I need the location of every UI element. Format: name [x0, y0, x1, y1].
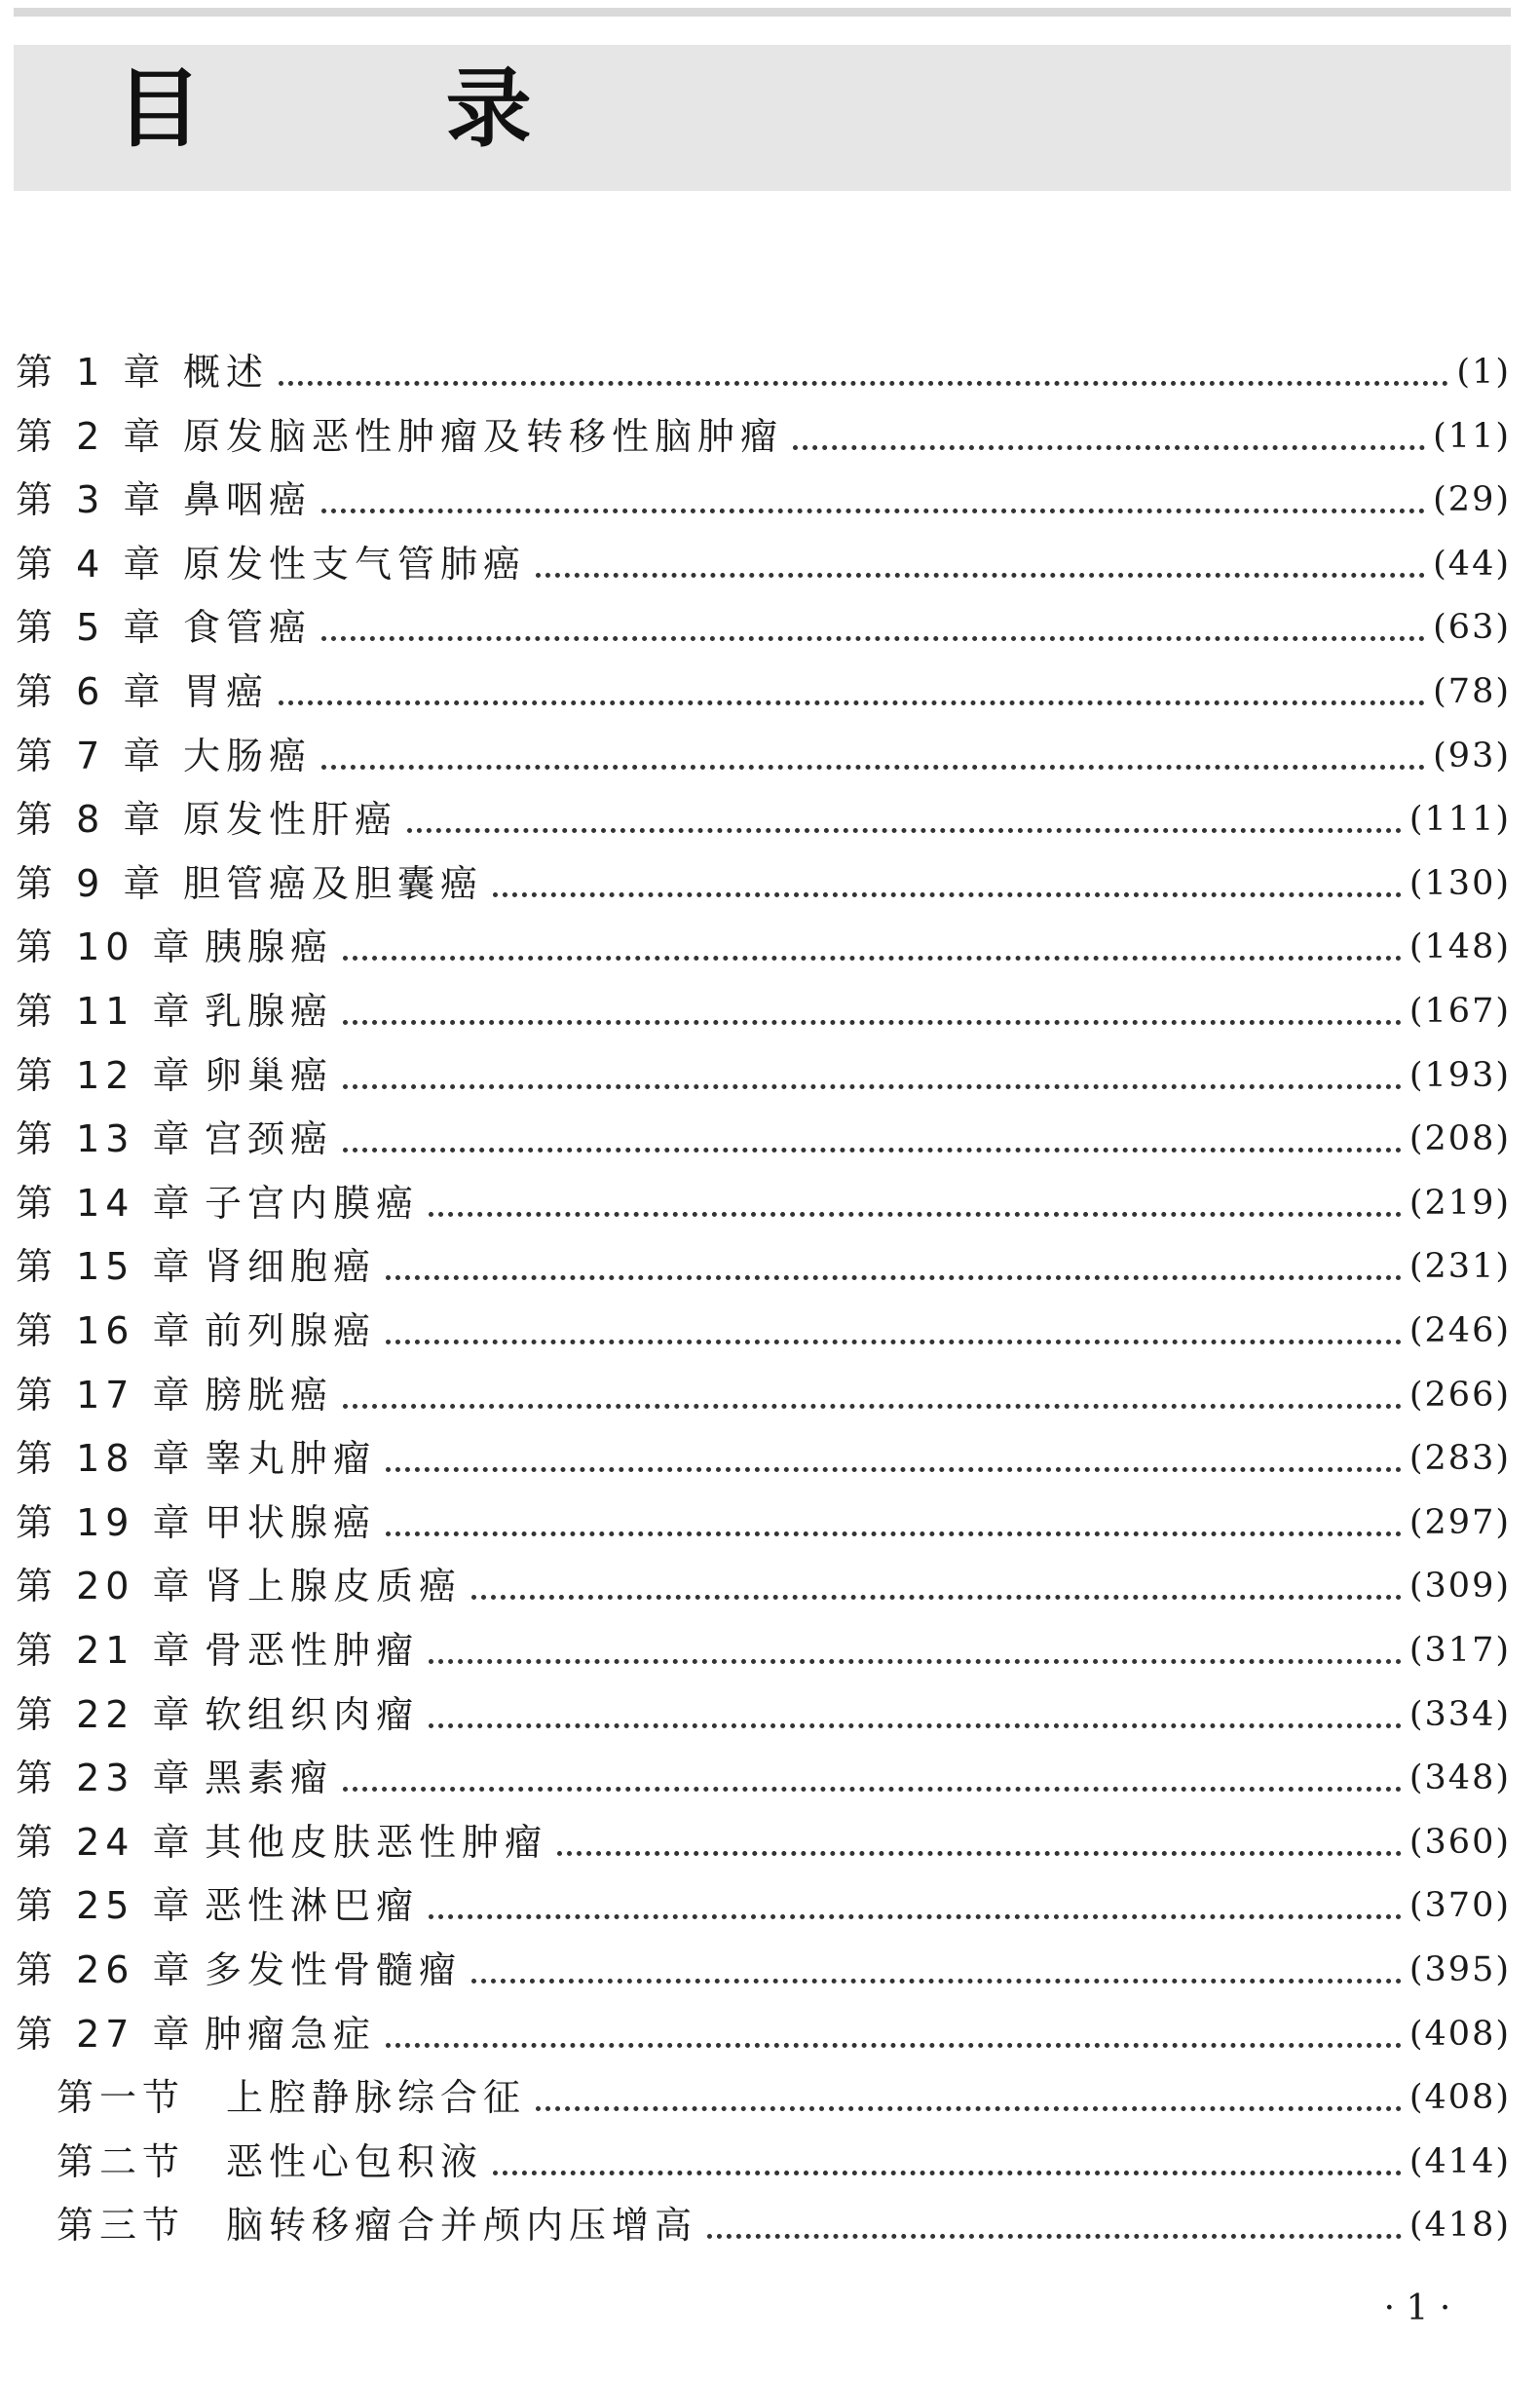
- toc-entry-title: 食管癌: [183, 596, 318, 660]
- toc-entry-page: (193): [1409, 1056, 1511, 1095]
- toc-chapter-entry[interactable]: [0, 1235, 1540, 1299]
- toc-chapter-entry[interactable]: [0, 2003, 1540, 2066]
- dot-leader: [343, 956, 1402, 961]
- toc-chapter-entry[interactable]: [0, 1427, 1540, 1491]
- dot-leader: [536, 2106, 1402, 2111]
- toc-entry-page: (297): [1409, 1503, 1511, 1542]
- title-band: [14, 45, 1511, 191]
- toc-entry-title: 脑转移瘤合并颅内压增高: [226, 2194, 703, 2257]
- toc-chapter-entry[interactable]: [0, 852, 1540, 916]
- toc-entry-number: 第 5 章: [16, 606, 167, 649]
- dot-leader: [386, 1531, 1402, 1536]
- toc-entry-page: (44): [1433, 545, 1511, 584]
- toc-entry-title: 睾丸肿瘤: [205, 1427, 382, 1491]
- toc-entry-number: 第 24 章: [16, 1821, 196, 1864]
- toc-entry-number: 第 17 章: [16, 1374, 196, 1417]
- toc-entry-number: 第 16 章: [16, 1309, 196, 1352]
- toc-chapter-entry[interactable]: [0, 1619, 1540, 1682]
- toc-entry-title: 原发脑恶性肿瘤及转移性脑肿瘤: [183, 405, 789, 469]
- toc-entry-page: (167): [1409, 992, 1511, 1031]
- toc-entry-page: (266): [1409, 1376, 1511, 1415]
- toc-chapter-entry[interactable]: [0, 916, 1540, 979]
- toc-chapter-entry[interactable]: [0, 1300, 1540, 1363]
- dot-leader: [321, 636, 1425, 641]
- toc-entry-title: 胃癌: [183, 661, 275, 724]
- toc-section-entry[interactable]: [0, 2194, 1540, 2257]
- toc-entry-title: 肾细胞癌: [205, 1235, 382, 1299]
- toc-entry-title: 骨恶性肿瘤: [205, 1619, 425, 1682]
- dot-leader: [386, 2043, 1402, 2048]
- toc-entry-page: (148): [1409, 927, 1511, 966]
- toc-chapter-entry[interactable]: [0, 980, 1540, 1043]
- toc-entry-page: (395): [1409, 1950, 1511, 1989]
- toc-entry-page: (111): [1409, 800, 1511, 839]
- toc-entry-title: 原发性肝癌: [183, 788, 403, 851]
- toc-entry-number: 第 22 章: [16, 1693, 196, 1736]
- dot-leader: [279, 381, 1448, 386]
- toc-chapter-entry[interactable]: [0, 341, 1540, 404]
- toc-entry-number: 第 11 章: [16, 990, 196, 1033]
- toc-entry-page: (348): [1409, 1758, 1511, 1797]
- dot-leader: [279, 700, 1425, 705]
- toc-entry-number: 第一节: [56, 2076, 186, 2119]
- toc-chapter-entry[interactable]: [0, 533, 1540, 596]
- dot-leader: [321, 765, 1425, 770]
- toc-section-entry[interactable]: [0, 2066, 1540, 2130]
- dot-leader: [493, 892, 1402, 897]
- toc-entry-page: (93): [1433, 737, 1511, 775]
- dot-leader: [386, 1275, 1402, 1280]
- toc-chapter-entry[interactable]: [0, 1108, 1540, 1171]
- toc-entry-page: (408): [1409, 2015, 1511, 2054]
- toc-entry-title: 卵巢癌: [205, 1044, 339, 1108]
- toc-entry-title: 肿瘤急症: [205, 2003, 382, 2066]
- toc-entry-page: (246): [1409, 1311, 1511, 1350]
- toc-entry-number: 第三节: [56, 2204, 186, 2247]
- page-title: 目 录: [116, 58, 639, 159]
- toc-entry-title: 黑素瘤: [205, 1747, 339, 1810]
- toc-entry-title: 甲状腺癌: [205, 1492, 382, 1555]
- dot-leader: [793, 445, 1425, 450]
- toc-entry-title: 鼻咽癌: [183, 469, 318, 532]
- toc-entry-title: 恶性心包积液: [226, 2131, 489, 2194]
- toc-entry-number: 第 20 章: [16, 1565, 196, 1607]
- toc-entry-number: 第 23 章: [16, 1757, 196, 1799]
- dot-leader: [386, 1467, 1402, 1472]
- toc-section-entry[interactable]: [0, 2131, 1540, 2194]
- dot-leader: [471, 1595, 1402, 1600]
- dot-leader: [707, 2234, 1402, 2239]
- toc-entry-page: (130): [1409, 864, 1511, 903]
- toc-entry-page: (231): [1409, 1247, 1511, 1286]
- toc-entry-number: 第 3 章: [16, 478, 167, 521]
- dot-leader: [557, 1851, 1402, 1856]
- dot-leader: [343, 1404, 1402, 1409]
- dot-leader: [429, 1723, 1402, 1728]
- toc-entry-number: 第 7 章: [16, 735, 167, 777]
- toc-entry-title: 大肠癌: [183, 725, 318, 788]
- toc-chapter-entry[interactable]: [0, 1874, 1540, 1938]
- toc-chapter-entry[interactable]: [0, 405, 1540, 469]
- toc-entry-page: (309): [1409, 1567, 1511, 1606]
- top-rule: [14, 8, 1511, 17]
- toc-entry-page: (283): [1409, 1439, 1511, 1478]
- toc-entry-number: 第 8 章: [16, 798, 167, 841]
- dot-leader: [493, 2171, 1402, 2175]
- toc-chapter-entry[interactable]: [0, 1492, 1540, 1555]
- toc-entry-title: 子宫内膜癌: [205, 1172, 425, 1235]
- dot-leader: [343, 1148, 1402, 1153]
- toc-chapter-entry[interactable]: [0, 661, 1540, 724]
- toc-entry-number: 第 21 章: [16, 1629, 196, 1672]
- toc-entry-number: 第 4 章: [16, 543, 167, 586]
- toc-entry-number: 第 2 章: [16, 415, 167, 458]
- toc-entry-title: 恶性淋巴瘤: [205, 1874, 425, 1938]
- toc-entry-page: (370): [1409, 1886, 1511, 1925]
- toc-entry-number: 第 6 章: [16, 670, 167, 713]
- toc-entry-title: 膀胱癌: [205, 1364, 339, 1427]
- toc-entry-title: 其他皮肤恶性肿瘤: [205, 1811, 553, 1874]
- dot-leader: [343, 1020, 1402, 1025]
- dot-leader: [343, 1084, 1402, 1089]
- toc-entry-number: 第 15 章: [16, 1245, 196, 1288]
- toc-chapter-entry[interactable]: [0, 1172, 1540, 1235]
- toc-chapter-entry[interactable]: [0, 1364, 1540, 1427]
- dot-leader: [536, 573, 1425, 578]
- toc-chapter-entry[interactable]: [0, 469, 1540, 532]
- dot-leader: [321, 509, 1425, 513]
- dot-leader: [429, 1914, 1402, 1919]
- toc-entry-page: (1): [1456, 353, 1511, 392]
- toc-entry-title: 原发性支气管肺癌: [183, 533, 532, 596]
- toc-entry-page: (11): [1433, 417, 1511, 456]
- toc-chapter-entry[interactable]: [0, 1747, 1540, 1810]
- toc-entry-number: 第 25 章: [16, 1884, 196, 1927]
- toc-entry-number: 第二节: [56, 2140, 186, 2183]
- toc-entry-number: 第 9 章: [16, 862, 167, 905]
- dot-leader: [343, 1787, 1402, 1792]
- dot-leader: [429, 1659, 1402, 1664]
- toc-entry-title: 上腔静脉综合征: [226, 2066, 532, 2130]
- toc-entry-title: 软组织肉瘤: [205, 1683, 425, 1747]
- toc-entry-title: 乳腺癌: [205, 980, 339, 1043]
- toc-entry-title: 宫颈癌: [205, 1108, 339, 1171]
- toc-chapter-entry[interactable]: [0, 788, 1540, 851]
- toc-entry-page: (360): [1409, 1823, 1511, 1862]
- toc-entry-number: 第 1 章: [16, 351, 167, 394]
- dot-leader: [407, 828, 1402, 833]
- toc-entry-number: 第 18 章: [16, 1437, 196, 1480]
- toc-entry-title: 概述: [183, 341, 275, 404]
- toc-entry-number: 第 19 章: [16, 1501, 196, 1544]
- toc-entry-number: 第 27 章: [16, 2013, 196, 2056]
- toc-entry-page: (208): [1409, 1119, 1511, 1158]
- toc-chapter-entry[interactable]: [0, 1811, 1540, 1874]
- toc-entry-number: 第 13 章: [16, 1117, 196, 1160]
- toc-chapter-entry[interactable]: [0, 1555, 1540, 1618]
- toc-entry-title: 胆管癌及胆囊癌: [183, 852, 489, 916]
- toc-entry-number: 第 14 章: [16, 1182, 196, 1225]
- toc-entry-title: 肾上腺皮质癌: [205, 1555, 468, 1618]
- page-number: · 1 ·: [1383, 2288, 1451, 2328]
- toc-entry-page: (63): [1433, 608, 1511, 647]
- toc-entry-page: (408): [1409, 2078, 1511, 2117]
- toc-entry-title: 多发性骨髓瘤: [205, 1939, 468, 2002]
- toc-entry-number: 第 10 章: [16, 926, 196, 968]
- toc-entry-page: (29): [1433, 480, 1511, 519]
- toc-chapter-entry[interactable]: [0, 1939, 1540, 2002]
- dot-leader: [386, 1340, 1402, 1344]
- toc-entry-page: (317): [1409, 1631, 1511, 1670]
- toc-entry-page: (414): [1409, 2142, 1511, 2181]
- dot-leader: [471, 1979, 1402, 1984]
- toc-chapter-entry[interactable]: [0, 1044, 1540, 1108]
- toc-entry-page: (418): [1409, 2206, 1511, 2245]
- toc-entry-number: 第 26 章: [16, 1948, 196, 1991]
- toc-entry-number: 第 12 章: [16, 1054, 196, 1097]
- toc-entry-title: 前列腺癌: [205, 1300, 382, 1363]
- toc-chapter-entry[interactable]: [0, 1683, 1540, 1747]
- toc-entry-page: (219): [1409, 1184, 1511, 1223]
- dot-leader: [429, 1212, 1402, 1217]
- toc-entry-page: (334): [1409, 1695, 1511, 1734]
- toc-chapter-entry[interactable]: [0, 725, 1540, 788]
- toc-chapter-entry[interactable]: [0, 596, 1540, 660]
- toc-entry-title: 胰腺癌: [205, 916, 339, 979]
- toc-entry-page: (78): [1433, 672, 1511, 711]
